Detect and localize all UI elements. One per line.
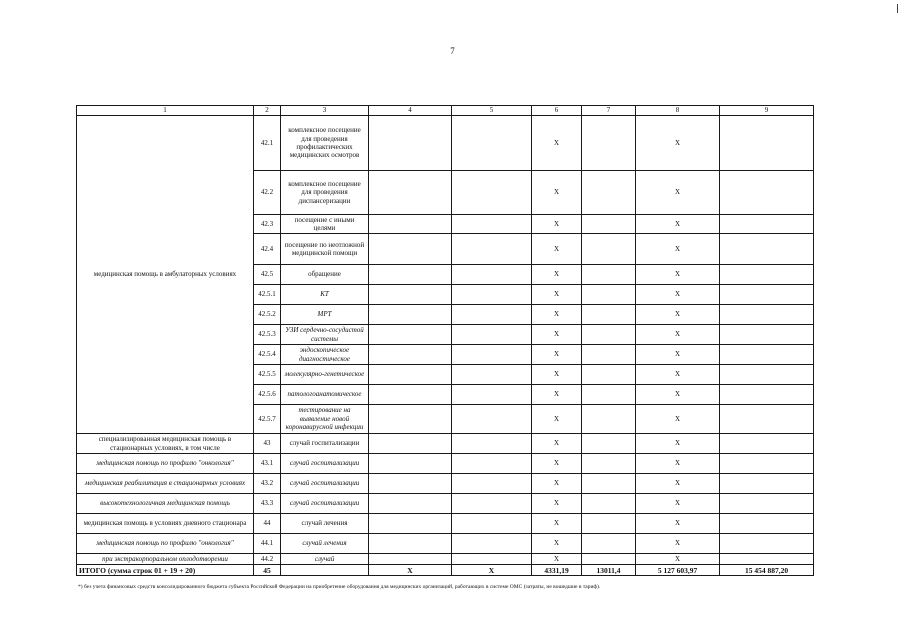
row-code: 42.5.6 bbox=[254, 385, 281, 405]
row-code: 42.5.2 bbox=[254, 305, 281, 325]
cell-col-6 bbox=[582, 385, 636, 405]
row-code: 43.2 bbox=[254, 474, 281, 494]
cell-col-8 bbox=[720, 265, 814, 285]
cell-col-8 bbox=[720, 494, 814, 514]
cell-col-7: X bbox=[636, 494, 720, 514]
cell-col-7: X bbox=[636, 345, 720, 365]
cell-col-3 bbox=[369, 494, 452, 514]
service-unit: тестирование на выявление новой коронавирусной инфекции bbox=[281, 405, 369, 434]
cell-col-8 bbox=[720, 454, 814, 474]
table-row bbox=[77, 474, 814, 494]
cell-col-7: 5 127 603,97 bbox=[636, 565, 720, 576]
service-unit: случай лечения bbox=[281, 534, 369, 554]
service-unit: КТ bbox=[281, 285, 369, 305]
cell-col-5: X bbox=[532, 385, 582, 405]
cell-col-3 bbox=[369, 265, 452, 285]
cell-col-6 bbox=[582, 474, 636, 494]
cell-col-6 bbox=[582, 434, 636, 454]
cell-col-6 bbox=[582, 265, 636, 285]
cell-col-8 bbox=[720, 285, 814, 305]
total-label: ИТОГО (сумма строк 01 + 19 + 20) bbox=[77, 565, 254, 576]
cell-col-4 bbox=[452, 305, 532, 325]
column-number: 2 bbox=[254, 106, 281, 116]
cell-col-8 bbox=[720, 215, 814, 234]
cell-col-4: X bbox=[452, 565, 532, 576]
column-number: 1 bbox=[77, 106, 254, 116]
row-code: 45 bbox=[254, 565, 281, 576]
row-code: 42.5 bbox=[254, 265, 281, 285]
cell-col-7: X bbox=[636, 285, 720, 305]
cell-col-7: X bbox=[636, 365, 720, 385]
cell-col-7: X bbox=[636, 434, 720, 454]
cell-col-4 bbox=[452, 474, 532, 494]
table-body bbox=[77, 106, 814, 576]
cell-col-8 bbox=[720, 325, 814, 345]
table-row bbox=[77, 494, 814, 514]
cell-col-8 bbox=[720, 305, 814, 325]
section-label: медицинская помощь в условиях дневного стационара bbox=[77, 514, 254, 534]
cell-col-6 bbox=[582, 345, 636, 365]
cell-col-7: X bbox=[636, 234, 720, 265]
cell-col-2 bbox=[281, 565, 369, 576]
subsection-label: высокотехнологичная медицинская помощь bbox=[77, 494, 254, 514]
cell-col-3 bbox=[369, 385, 452, 405]
column-number: 9 bbox=[720, 106, 814, 116]
cell-col-7: X bbox=[636, 325, 720, 345]
subsection-label: медицинская реабилитация в стационарных условиях bbox=[77, 474, 254, 494]
cell-col-6 bbox=[582, 325, 636, 345]
cell-col-4 bbox=[452, 494, 532, 514]
cell-col-4 bbox=[452, 385, 532, 405]
cell-col-7: X bbox=[636, 534, 720, 554]
section-label: специализированная медицинская помощь в стационарных условиях, в том числе bbox=[77, 434, 254, 454]
cell-col-3 bbox=[369, 305, 452, 325]
cell-col-7: X bbox=[636, 305, 720, 325]
row-code: 43.3 bbox=[254, 494, 281, 514]
cell-col-5: X bbox=[532, 554, 582, 565]
cell-col-7: X bbox=[636, 265, 720, 285]
row-code: 42.5.7 bbox=[254, 405, 281, 434]
cell-col-5: X bbox=[532, 514, 582, 534]
cell-col-4 bbox=[452, 345, 532, 365]
cell-col-3 bbox=[369, 434, 452, 454]
cell-col-5: X bbox=[532, 454, 582, 474]
total-row bbox=[77, 565, 814, 576]
column-number: 4 bbox=[369, 106, 452, 116]
row-code: 44.2 bbox=[254, 554, 281, 565]
cell-col-6 bbox=[582, 514, 636, 534]
cell-col-5: X bbox=[532, 434, 582, 454]
cell-col-6 bbox=[582, 171, 636, 215]
cell-col-4 bbox=[452, 116, 532, 171]
subsection-label: при экстракорпоральном оплодотворении bbox=[77, 554, 254, 565]
cell-col-6 bbox=[582, 215, 636, 234]
cell-col-5: X bbox=[532, 534, 582, 554]
cell-col-8 bbox=[720, 365, 814, 385]
cell-col-5: X bbox=[532, 215, 582, 234]
cell-col-6 bbox=[582, 116, 636, 171]
cell-col-6 bbox=[582, 534, 636, 554]
row-code: 42.4 bbox=[254, 234, 281, 265]
row-code: 42.5.1 bbox=[254, 285, 281, 305]
cell-col-6 bbox=[582, 234, 636, 265]
subsection-label: медицинская помощь по профилю "онкология" bbox=[77, 454, 254, 474]
cell-col-8: 15 454 887,20 bbox=[720, 565, 814, 576]
service-unit: случай лечения bbox=[281, 514, 369, 534]
cell-col-3 bbox=[369, 405, 452, 434]
section-label: медицинская помощь в амбулаторных условиях bbox=[77, 116, 254, 434]
cell-col-8 bbox=[720, 405, 814, 434]
service-unit: МРТ bbox=[281, 305, 369, 325]
cell-col-4 bbox=[452, 285, 532, 305]
column-number: 3 bbox=[281, 106, 369, 116]
cell-col-5: X bbox=[532, 171, 582, 215]
table-row bbox=[77, 514, 814, 534]
cell-col-7: X bbox=[636, 474, 720, 494]
cell-col-7: X bbox=[636, 514, 720, 534]
cell-col-8 bbox=[720, 534, 814, 554]
service-unit: эндоскопическое диагностическое bbox=[281, 345, 369, 365]
service-unit: обращение bbox=[281, 265, 369, 285]
table-row bbox=[77, 434, 814, 454]
page-number: 7 bbox=[450, 46, 455, 56]
service-unit: патологоанатомическое bbox=[281, 385, 369, 405]
row-code: 42.2 bbox=[254, 171, 281, 215]
cell-col-8 bbox=[720, 234, 814, 265]
cell-col-8 bbox=[720, 171, 814, 215]
cell-col-3 bbox=[369, 285, 452, 305]
cell-col-5: X bbox=[532, 116, 582, 171]
cell-col-3 bbox=[369, 534, 452, 554]
cell-col-3 bbox=[369, 365, 452, 385]
row-code: 42.5.5 bbox=[254, 365, 281, 385]
cell-col-4 bbox=[452, 454, 532, 474]
footnote: *) без учета финансовых средств консолидированного бюджета субъекта Российской Федерации на приобретение оборудования для медицинских организаций, работающих в системе ОМС (затраты, не вошедшие в тариф). bbox=[78, 584, 601, 590]
cell-col-3 bbox=[369, 554, 452, 565]
service-unit: молекулярно-генетическое bbox=[281, 365, 369, 385]
cell-col-3 bbox=[369, 514, 452, 534]
cell-col-8 bbox=[720, 554, 814, 565]
row-code: 42.3 bbox=[254, 215, 281, 234]
cell-col-4 bbox=[452, 434, 532, 454]
cell-col-3 bbox=[369, 345, 452, 365]
service-unit: комплексное посещение для проведения диспансеризации bbox=[281, 171, 369, 215]
cell-col-7: X bbox=[636, 554, 720, 565]
cell-col-6 bbox=[582, 405, 636, 434]
column-number: 7 bbox=[582, 106, 636, 116]
row-code: 42.1 bbox=[254, 116, 281, 171]
row-code: 42.5.4 bbox=[254, 345, 281, 365]
cell-col-5: X bbox=[532, 345, 582, 365]
cell-col-3 bbox=[369, 474, 452, 494]
cell-col-5: X bbox=[532, 365, 582, 385]
cell-col-6 bbox=[582, 454, 636, 474]
cell-col-3: X bbox=[369, 565, 452, 576]
row-code: 42.5.3 bbox=[254, 325, 281, 345]
service-unit: случай госпитализации bbox=[281, 434, 369, 454]
service-unit: посещение по неотложной медицинской помощи bbox=[281, 234, 369, 265]
table-row bbox=[77, 116, 814, 171]
column-number: 8 bbox=[636, 106, 720, 116]
cell-col-7: X bbox=[636, 116, 720, 171]
cell-col-8 bbox=[720, 434, 814, 454]
column-number: 6 bbox=[532, 106, 582, 116]
cell-col-4 bbox=[452, 234, 532, 265]
column-number-row bbox=[77, 106, 814, 116]
cell-col-8 bbox=[720, 385, 814, 405]
table-row bbox=[77, 454, 814, 474]
cell-col-4 bbox=[452, 215, 532, 234]
cell-col-3 bbox=[369, 215, 452, 234]
cell-col-6: 13011,4 bbox=[582, 565, 636, 576]
cell-col-8 bbox=[720, 116, 814, 171]
cell-col-4 bbox=[452, 554, 532, 565]
cell-col-8 bbox=[720, 514, 814, 534]
cell-col-8 bbox=[720, 345, 814, 365]
cell-col-3 bbox=[369, 171, 452, 215]
cell-col-5: 4331,19 bbox=[532, 565, 582, 576]
service-unit: комплексное посещение для проведения профилактических медицинских осмотров bbox=[281, 116, 369, 171]
column-number: 5 bbox=[452, 106, 532, 116]
row-code: 44 bbox=[254, 514, 281, 534]
service-unit: случай госпитализации bbox=[281, 494, 369, 514]
financing-table bbox=[76, 105, 814, 576]
cell-col-7: X bbox=[636, 215, 720, 234]
cell-col-6 bbox=[582, 285, 636, 305]
row-code: 44.1 bbox=[254, 534, 281, 554]
cell-col-5: X bbox=[532, 305, 582, 325]
service-unit: случай госпитализации bbox=[281, 474, 369, 494]
row-code: 43.1 bbox=[254, 454, 281, 474]
cell-col-5: X bbox=[532, 474, 582, 494]
service-unit: посещение с иными целями bbox=[281, 215, 369, 234]
cell-col-6 bbox=[582, 494, 636, 514]
cell-col-7: X bbox=[636, 171, 720, 215]
cell-col-3 bbox=[369, 325, 452, 345]
service-unit: случай bbox=[281, 554, 369, 565]
cell-col-5: X bbox=[532, 494, 582, 514]
cell-col-3 bbox=[369, 234, 452, 265]
cell-col-4 bbox=[452, 171, 532, 215]
cell-col-6 bbox=[582, 305, 636, 325]
cell-col-6 bbox=[582, 554, 636, 565]
cell-col-7: X bbox=[636, 454, 720, 474]
cell-col-7: X bbox=[636, 385, 720, 405]
cell-col-4 bbox=[452, 325, 532, 345]
cell-col-4 bbox=[452, 405, 532, 434]
cell-col-4 bbox=[452, 265, 532, 285]
cell-col-7: X bbox=[636, 405, 720, 434]
cell-col-6 bbox=[582, 365, 636, 385]
cell-col-4 bbox=[452, 534, 532, 554]
cell-col-5: X bbox=[532, 405, 582, 434]
service-unit: УЗИ сердечно-сосудистой системы bbox=[281, 325, 369, 345]
subsection-label: медицинская помощь по профилю "онкология" bbox=[77, 534, 254, 554]
row-code: 43 bbox=[254, 434, 281, 454]
cell-col-4 bbox=[452, 514, 532, 534]
scan-edge-mark bbox=[897, 4, 898, 13]
table-row bbox=[77, 534, 814, 554]
cell-col-8 bbox=[720, 474, 814, 494]
cell-col-5: X bbox=[532, 265, 582, 285]
cell-col-3 bbox=[369, 116, 452, 171]
cell-col-5: X bbox=[532, 234, 582, 265]
cell-col-5: X bbox=[532, 285, 582, 305]
table-row bbox=[77, 554, 814, 565]
service-unit: случай госпитализации bbox=[281, 454, 369, 474]
cell-col-3 bbox=[369, 454, 452, 474]
cell-col-4 bbox=[452, 365, 532, 385]
cell-col-5: X bbox=[532, 325, 582, 345]
